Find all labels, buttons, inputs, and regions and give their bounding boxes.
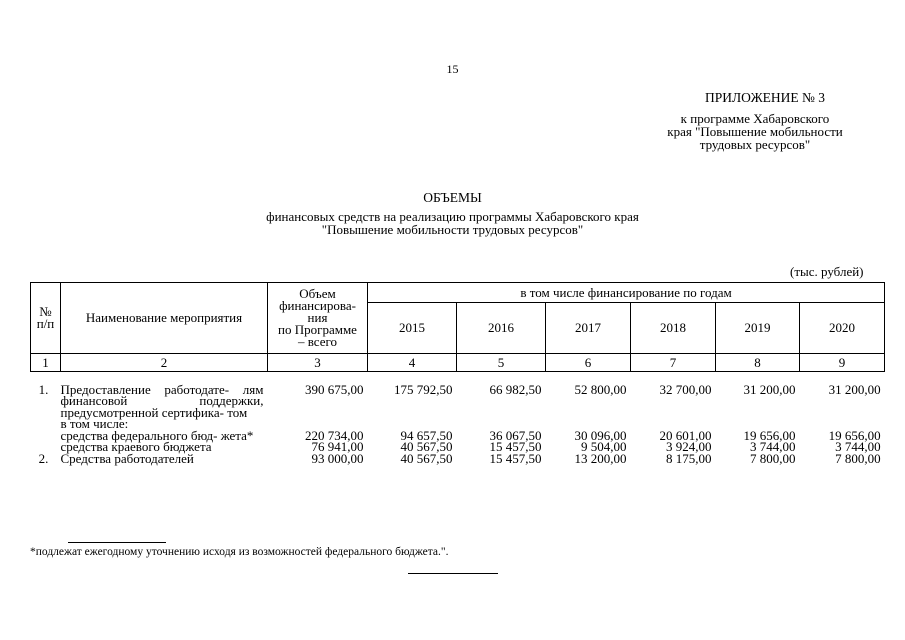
- cell-2019: 3 744,00: [750, 439, 796, 454]
- cell-2016: 36 067,50: [489, 427, 542, 443]
- col-number: 5: [457, 354, 546, 372]
- cell-2018: 3 924,00: [666, 439, 712, 454]
- cell-2019: 7 800,00: [750, 450, 796, 466]
- col-number: 8: [716, 354, 800, 372]
- row-number: 2.: [38, 450, 49, 466]
- appendix-title: ПРИЛОЖЕНИЕ № 3: [705, 90, 826, 105]
- row-name-line: предусмотренной сертифика-: [60, 404, 224, 420]
- row-name-line: средства федерального бюд-: [60, 427, 218, 443]
- cell-2020: 7 800,00: [835, 450, 881, 466]
- cell-2017: 9 504,00: [581, 439, 627, 454]
- cell-2015: 40 567,50: [400, 450, 453, 466]
- header-year-2020: 2020: [800, 303, 885, 354]
- header-name: Наименование мероприятия: [61, 283, 268, 354]
- row-name-line: том: [227, 404, 248, 420]
- header-total-line-5: – всего: [297, 334, 338, 349]
- header-year-2019: 2019: [716, 303, 800, 354]
- appendix-line-3: трудовых ресурсов": [699, 137, 811, 152]
- cell-2016: 15 457,50: [489, 450, 542, 466]
- header-total-line-2: финансирова-: [279, 298, 356, 313]
- col-number: 6: [546, 354, 631, 372]
- cell-2019: 31 200,00: [743, 381, 796, 397]
- cell-2017: 30 096,00: [574, 427, 627, 443]
- col-number: 2: [61, 354, 268, 372]
- funding-table: [30, 282, 885, 464]
- header-total: [268, 283, 368, 354]
- col-number: 4: [368, 354, 457, 372]
- col-number: 9: [800, 354, 885, 372]
- header-num-line-2: п/п: [36, 316, 55, 331]
- header-year-2018: 2018: [631, 303, 716, 354]
- cell-total: 220 734,00: [305, 427, 364, 443]
- row-number: 1.: [38, 381, 49, 397]
- cell-total: 390 675,00: [305, 381, 364, 397]
- end-divider: [408, 573, 498, 574]
- header-years-group: в том числе финансирование по годам: [368, 283, 885, 303]
- table-row: [31, 384, 885, 419]
- appendix-line-2: края "Повышение мобильности: [667, 124, 843, 139]
- row-number: [31, 418, 61, 430]
- appendix-subtitle: [640, 112, 870, 151]
- document-title: ОБЪЕМЫ: [423, 190, 482, 205]
- row-name: Средства работодателей: [60, 450, 194, 466]
- cell-2017: 52 800,00: [574, 381, 627, 397]
- cell-2016: 66 982,50: [489, 381, 542, 397]
- row-name-line: Предоставление работодате-: [60, 381, 230, 397]
- header-year-2015: 2015: [368, 303, 457, 354]
- cell-total: 93 000,00: [311, 450, 364, 466]
- header-num-line-1: №: [39, 304, 52, 319]
- cell-2015: 175 792,50: [394, 381, 453, 397]
- row-name-line: жета*: [220, 427, 254, 443]
- row-name: средства краевого бюджета: [60, 439, 212, 454]
- header-year-2017: 2017: [546, 303, 631, 354]
- cell-2018: 20 601,00: [659, 427, 712, 443]
- appendix-line-1: к программе Хабаровского: [680, 111, 830, 126]
- cell-2017: 13 200,00: [574, 450, 627, 466]
- cell-2020: 31 200,00: [828, 381, 881, 397]
- cell-2015: 40 567,50: [400, 439, 453, 454]
- cell-2020: 3 744,00: [835, 439, 881, 454]
- cell-2018: 8 175,00: [666, 450, 712, 466]
- document-subtitle: [0, 210, 905, 236]
- row-number: [31, 430, 61, 442]
- footnote: *подлежат ежегодному уточнению исходя из возможностей федерального бюджета.".: [30, 546, 449, 558]
- header-num: [31, 283, 61, 354]
- units-label: (тыс. рублей): [790, 264, 864, 279]
- row-name-line: лям финансовой поддержки,: [60, 381, 264, 408]
- header-total-line-4: по Программе: [278, 322, 357, 337]
- page-number: 15: [446, 62, 459, 76]
- col-number: 3: [268, 354, 368, 372]
- cell-total: 76 941,00: [311, 439, 364, 454]
- header-year-2016: 2016: [457, 303, 546, 354]
- header-total-line-3: ния: [307, 310, 328, 325]
- row-name: [60, 381, 268, 420]
- table-row: [31, 453, 885, 465]
- col-number: 7: [631, 354, 716, 372]
- row-name: в том числе:: [60, 416, 129, 431]
- header-total-line-1: Объем: [299, 286, 336, 301]
- document-subtitle-line-1: финансовых средств на реализацию программы Хабаровского края: [266, 209, 639, 224]
- document-subtitle-line-2: "Повышение мобильности трудовых ресурсов": [321, 222, 584, 237]
- col-number: 1: [31, 354, 61, 372]
- cell-2015: 94 657,50: [400, 427, 453, 443]
- cell-2020: 19 656,00: [828, 427, 881, 443]
- cell-2019: 19 656,00: [743, 427, 796, 443]
- cell-2018: 32 700,00: [659, 381, 712, 397]
- footnote-divider: [68, 542, 166, 543]
- cell-2016: 15 457,50: [489, 439, 542, 454]
